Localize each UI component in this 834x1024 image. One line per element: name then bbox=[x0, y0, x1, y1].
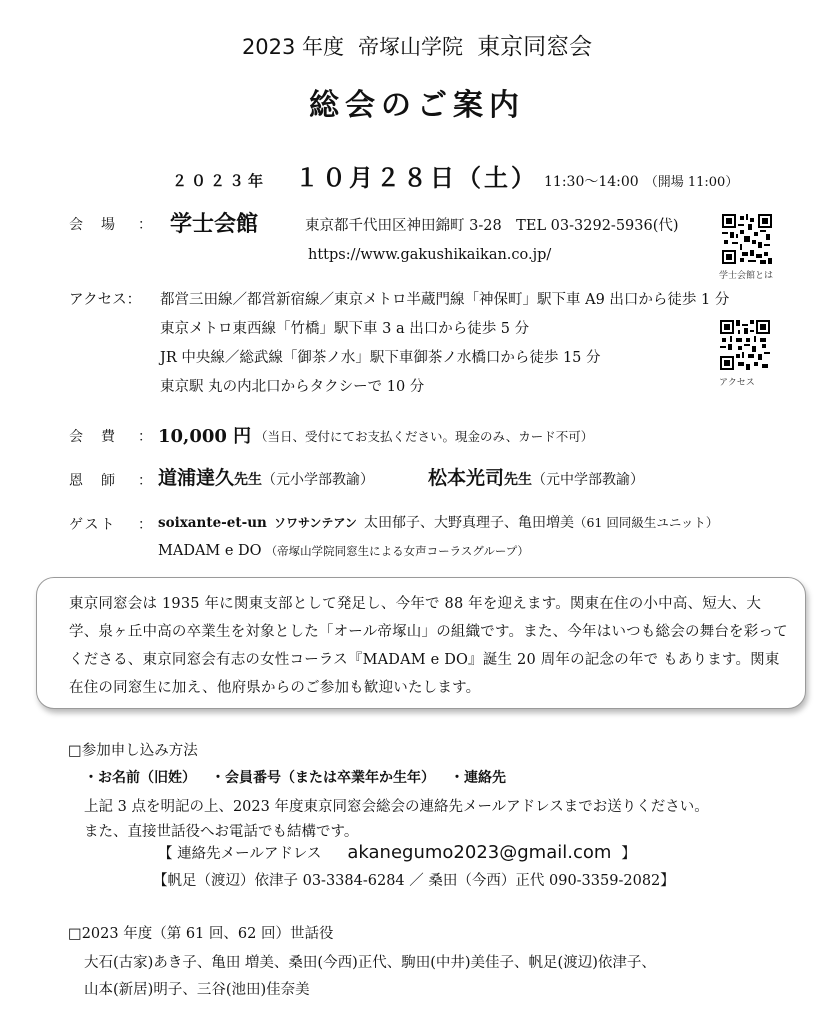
contact-email-close: 】 bbox=[621, 846, 636, 862]
guest-group-1-name: soixante-et-un bbox=[158, 515, 267, 531]
venue-qr-caption: 学士会館とは bbox=[719, 271, 774, 281]
guest-group-2-note: （帝塚山学院同窓生による女声コーラスグループ） bbox=[265, 544, 529, 558]
application-line-2: また、直接世話役へお電話でも結構です。 bbox=[84, 824, 359, 840]
contact-email-open: 【 連絡先メールアドレス bbox=[158, 846, 322, 862]
contact-phones: 【帆足（渡辺）依津子 03-3384-6284 ／ 桑田（今西）正代 090-3359-2082】 bbox=[153, 873, 675, 889]
venue-label: 会 場 bbox=[69, 217, 117, 233]
organizers-heading: □2023 年度（第 61 回、62 回）世話役 bbox=[68, 926, 334, 942]
event-date bbox=[172, 158, 738, 193]
venue-url[interactable]: https://www.gakushikaikan.co.jp/ bbox=[308, 247, 552, 263]
access-label: アクセス： bbox=[69, 292, 142, 308]
date-main: １０月２８日（土） bbox=[295, 163, 539, 192]
fee-label: 会 費 bbox=[69, 429, 117, 445]
organizers-line-1: 大石(古家)あき子、亀田 増美、桑田(今西)正代、駒田(中井)美佳子、帆足(渡辺)依津子、 bbox=[84, 955, 656, 971]
teacher-1-name: 道浦達久 bbox=[158, 467, 235, 489]
contact-email-row bbox=[158, 842, 636, 863]
date-time: 11:30〜14:00 bbox=[544, 174, 639, 190]
teacher-1-suffix: 先生 bbox=[234, 472, 263, 488]
contact-email[interactable]: akanegumo2023@gmail.com bbox=[347, 842, 612, 863]
date-open: （開場 11:00） bbox=[644, 175, 739, 190]
teacher-1 bbox=[158, 463, 374, 490]
access-qr-code[interactable] bbox=[720, 320, 770, 370]
page-title: 総会のご案内 bbox=[309, 88, 525, 123]
venue-qr-code[interactable] bbox=[722, 214, 772, 264]
guest-group-1-note: （61 回同級生ユニット） bbox=[573, 515, 719, 530]
application-items bbox=[84, 767, 506, 787]
fee-amount: 10,000 円 bbox=[158, 426, 252, 447]
guest-group-2-name: MADAM e DO bbox=[158, 543, 262, 559]
application-item: ・お名前（旧姓） bbox=[84, 770, 189, 786]
access-line: JR 中央線／総武線「御茶ノ水」駅下車御茶ノ水橋口から徒歩 15 分 bbox=[160, 350, 601, 366]
access-line: 都営三田線／都営新宿線／東京メトロ半蔵門線「神保町」駅下車 A9 出口から徒歩 1 分 bbox=[160, 292, 730, 308]
access-line: 東京駅 丸の内北口からタクシーで 10 分 bbox=[160, 379, 425, 395]
guests-label: ゲスト bbox=[69, 517, 117, 533]
teacher-2-name: 松本光司 bbox=[428, 467, 505, 489]
header-school: 帝塚山学院 bbox=[358, 35, 464, 59]
access-line: 東京メトロ東西線「竹橋」駅下車 3 a 出口から徒歩 5 分 bbox=[160, 321, 530, 337]
venue-address: 東京都千代田区神田錦町 3-28 TEL 03-3292-5936(代) bbox=[305, 218, 679, 234]
guests-colon: ： bbox=[138, 517, 152, 533]
teacher-2 bbox=[428, 463, 644, 490]
application-line-1: 上記 3 点を明記の上、2023 年度東京同窓会総会の連絡先メールアドレスまでお送りください。 bbox=[84, 799, 709, 815]
fee-colon: ： bbox=[138, 429, 152, 445]
access-qr-caption: アクセス bbox=[719, 378, 755, 388]
guest-group-2 bbox=[158, 540, 529, 559]
teachers-colon: ： bbox=[138, 473, 152, 489]
date-year: ２０２３年 bbox=[172, 172, 268, 190]
header-line bbox=[0, 28, 834, 61]
teachers-label: 恩 師 bbox=[69, 473, 117, 489]
fee-note: （当日、受付にてお支払ください。現金のみ、カード不可） bbox=[255, 429, 594, 444]
guest-group-1 bbox=[158, 512, 718, 532]
guest-group-1-kana: ソワサンテアン bbox=[273, 516, 357, 530]
venue-colon: ： bbox=[138, 217, 152, 233]
guest-group-1-members: 太田郁子、大野真理子、亀田増美 bbox=[363, 515, 574, 531]
application-heading: □参加申し込み方法 bbox=[68, 743, 198, 759]
teacher-1-role: （元小学部教諭） bbox=[262, 472, 375, 488]
venue-name: 学士会館 bbox=[170, 211, 259, 237]
teacher-2-role: （元中学部教諭） bbox=[532, 472, 645, 488]
organizers-line-2: 山本(新居)明子、三谷(池田)佳奈美 bbox=[84, 982, 310, 998]
header-branch: 東京同窓会 bbox=[477, 34, 593, 60]
notice-text: 東京同窓会は 1935 年に関東支部として発足し、今年で 88 年を迎えます。関東在住の小中高、短大、大学、泉ヶ丘中高の卒業生を対象とした「オール帝塚山」の組織です。また、今年はいつも総会の舞台を彩ってくださる、東京同窓会有志の女性コーラス『MADAM e DO』誕生 20 周年の記念の年で もあります。関東在住の同窓生に加え、他府県からのご参加も歓迎いたします。 bbox=[69, 596, 788, 696]
application-item: ・連絡先 bbox=[450, 770, 506, 786]
application-item: ・会員番号（または卒業年か生年） bbox=[211, 770, 428, 786]
teacher-2-suffix: 先生 bbox=[504, 472, 533, 488]
header-year: 2023 年度 bbox=[241, 35, 345, 59]
